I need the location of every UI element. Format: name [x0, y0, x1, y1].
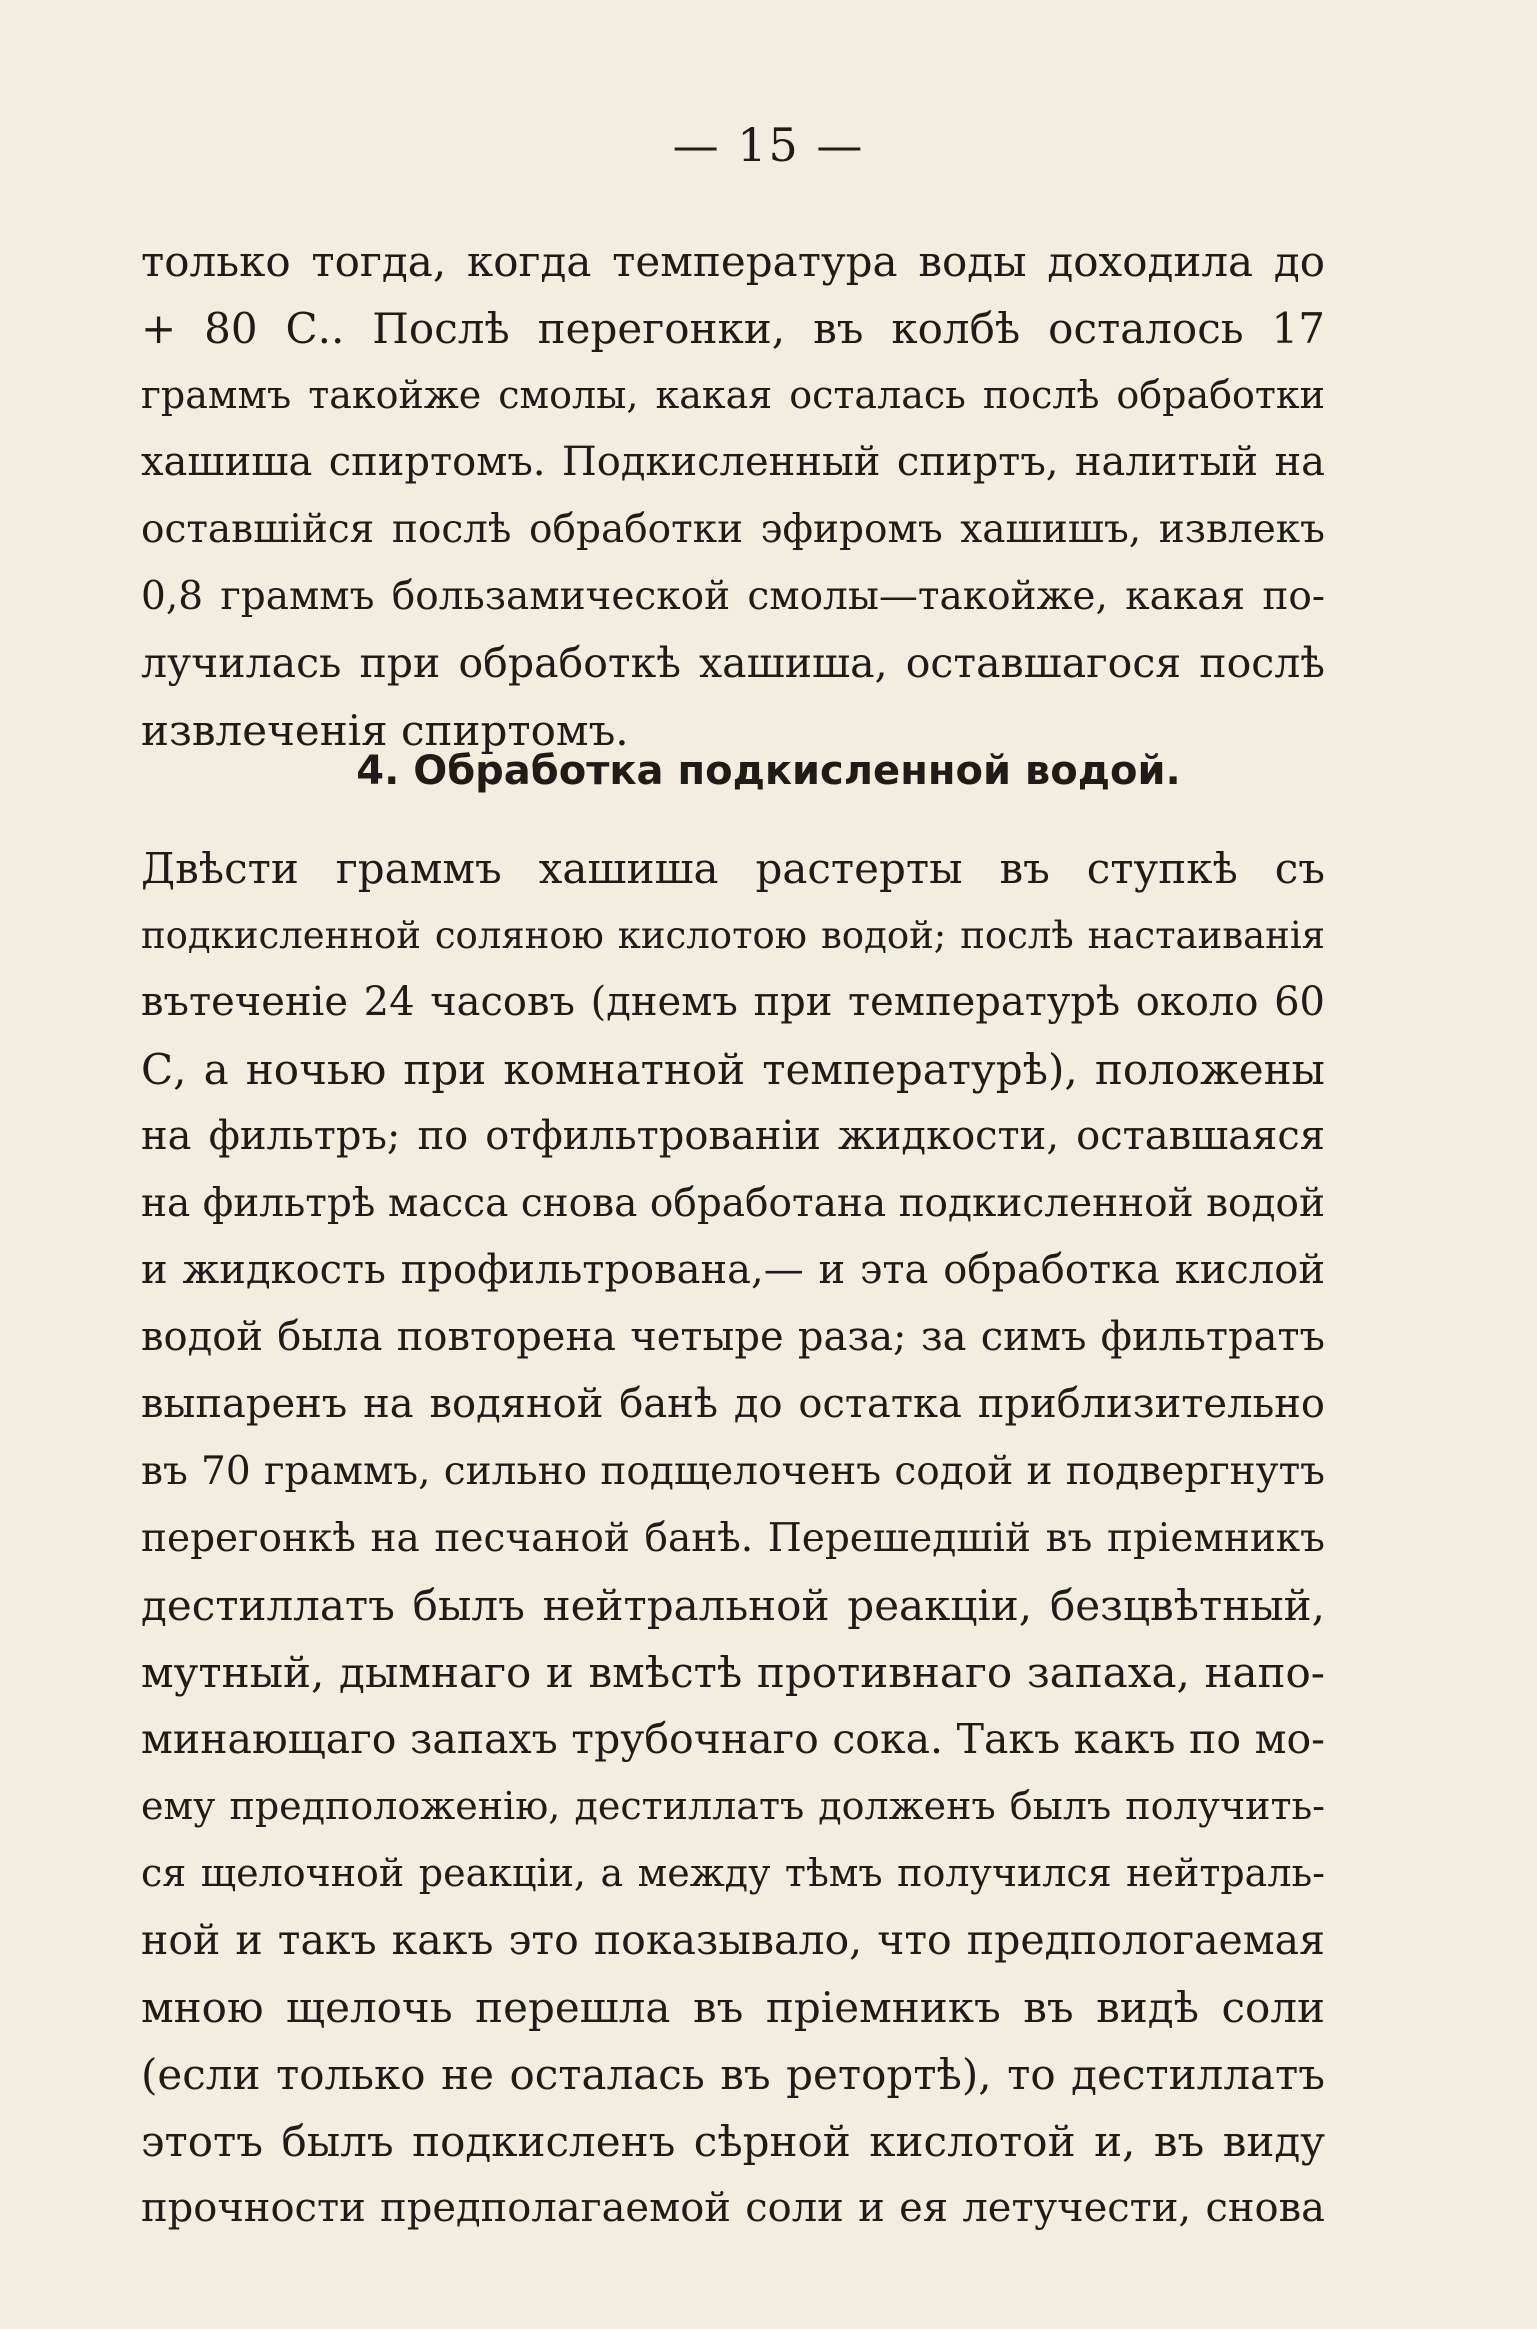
paragraph-2 [141, 835, 1325, 2242]
text-line: лучилась при обработкѣ хашиша, оставшагося послѣ [141, 639, 1325, 687]
text-line: 0,8 граммъ бользамической смолы—такойже, какая по- [141, 574, 1325, 619]
text-line: и жидкость профильтрована,— и эта обработка кислой [141, 1247, 1325, 1293]
text-line: дестиллатъ былъ нейтральной реакцiи, безцвѣтный, [141, 1581, 1325, 1630]
text-line: перегонкѣ на песчаной банѣ. Перешедшiй въ прiемникъ [141, 1516, 1325, 1561]
text-line: прочности предполагаемой соли и ея летучести, снова [141, 2185, 1325, 2231]
text-line: (если только не осталась въ ретортѣ), то дестиллатъ [141, 2050, 1325, 2099]
text-line: извлеченiя спиртомъ. [141, 706, 629, 755]
text-line: въ 70 граммъ, сильно подщелоченъ содой и подвергнутъ [141, 1449, 1325, 1494]
text-line: мною щелочь перешла въ прiемникъ въ видѣ соли [141, 1983, 1325, 2032]
text-line: на фильтрѣ масса снова обработана подкисленной водой [141, 1181, 1325, 1226]
paragraph-1 [141, 228, 1325, 764]
text-line: мутный, дымнаго и вмѣстѣ противнаго запаха, напо- [141, 1648, 1325, 1697]
text-line: водой была повторена четыре раза; за симъ фильтратъ [141, 1314, 1325, 1360]
text-line: оставшiйся послѣ обработки эфиромъ хашишъ, извлекъ [141, 507, 1325, 552]
text-line: С, а ночью при комнатной температурѣ), положены [141, 1045, 1325, 1094]
text-line: этотъ былъ подкисленъ сѣрной кислотой и, въ виду [141, 2117, 1325, 2166]
page-number: — 15 — [672, 118, 865, 172]
text-line: на фильтръ; по отфильтрованiи жидкости, оставшаяся [141, 1113, 1325, 1159]
text-line: подкисленной соляною кислотою водой; послѣ настаиванiя [141, 914, 1325, 957]
section-heading: 4. Обработка подкисленной водой. [356, 748, 1181, 794]
text-line: только тогда, когда температура воды доходила до [141, 237, 1325, 286]
text-line: хашиша спиртомъ. Подкисленный спиртъ, налитый на [141, 439, 1325, 485]
text-line: Двѣсти граммъ хашиша растерты въ ступкѣ съ [141, 844, 1325, 893]
text-line: ной и такъ какъ это показывало, что предпологаемая [141, 1916, 1325, 1964]
text-line: вътеченiе 24 часовъ (днемъ при температурѣ около 60 [141, 979, 1325, 1025]
text-line: ему предположенiю, дестиллатъ долженъ былъ получить- [141, 1784, 1325, 1828]
text-line: минающаго запахъ трубочнаго сока. Такъ какъ по мо- [141, 1715, 1325, 1763]
text-line: граммъ такойже смолы, какая осталась послѣ обработки [141, 373, 1325, 417]
text-line: ся щелочной реакцiи, а между тѣмъ получился нейтраль- [141, 1851, 1325, 1895]
text-line: + 80 С.. Послѣ перегонки, въ колбѣ осталось 17 [141, 304, 1325, 353]
text-line: выпаренъ на водяной банѣ до остатка приблизительно [141, 1381, 1325, 1427]
